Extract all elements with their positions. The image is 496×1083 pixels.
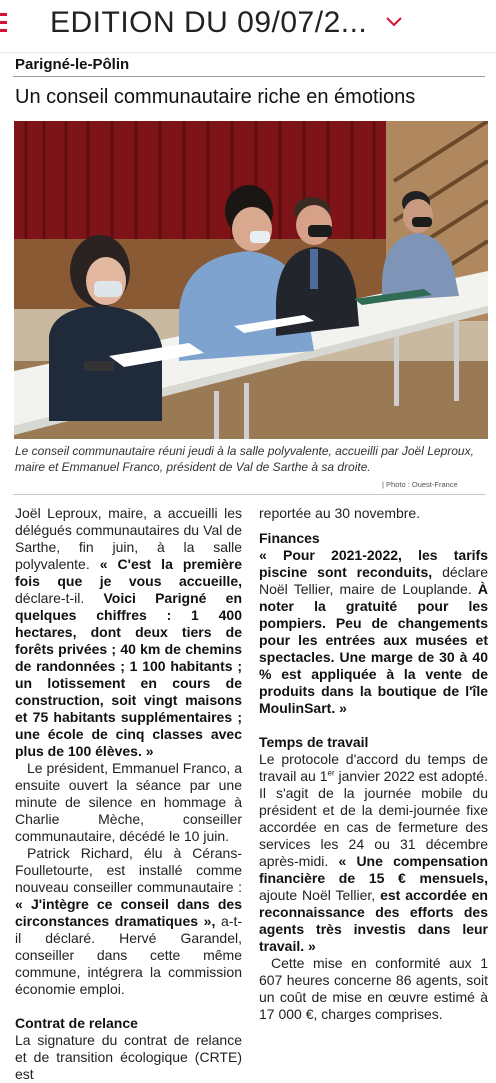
quote-segment: « J'intègre ce conseil dans des circonstances dramatiques », [15,896,242,929]
kicker-divider [13,76,485,77]
text-segment: Le protocole d'accord du temps de travail au 1 [259,751,488,784]
hamburger-icon[interactable] [0,13,8,35]
quote-segment: « C'est la première fois que je vous accueille, [15,556,242,589]
chevron-down-icon[interactable] [386,14,402,30]
article-headline: Un conseil communautaire riche en émotions [15,86,416,108]
photo-caption: Le conseil communautaire réuni jeudi à la salle polyvalente, accueilli par Joël Leproux, maire et Emmanuel Franco, président de Val de Sarthe à sa droite. [15,444,474,474]
quote-segment: « Pour 2021-2022, les tarifs piscine sont reconduits, [259,547,488,580]
text-segment: ajoute Noël Tellier, [259,887,381,903]
subheading-contrat-de-relance: Contrat de relance [15,1015,138,1031]
article-kicker: Parigné-le-Pôlin [15,56,130,73]
quote-segment: À noter la gratuité pour les pompiers. Peu de changements pour les entrées aux musées et spectacles. Une marge de 30 à 40 % est appliquée à la vente de produits dans la boutique de l'île MoulinSart. » [259,581,488,716]
council-meeting-photo [14,121,488,439]
text-segment: a-t-il déclaré. Hervé Garandel, conseiller dans cette même commune, intégrera la commission économie emploi. [15,913,242,997]
superscript: er [327,768,335,778]
article-column-2 [259,505,488,1023]
paragraph-new-councillor [15,845,242,998]
text-segment: déclare-t-il. [15,590,104,606]
text-segment: Patrick Richard, élu à Cérans-Foulletourte, est installé comme nouveau conseiller communautaire : [15,845,242,895]
top-bar [0,0,496,52]
article-photo[interactable] [14,121,488,439]
paragraph-crte-continued: reportée au 30 novembre. [259,505,421,521]
caption-divider [13,494,486,495]
paragraph-conformite: Cette mise en conformité aux 1 607 heures concerne 86 agents, soit un coût de mise en œuvre estimé à 17 000 €, charges comprises. [259,955,488,1022]
paragraph-finances [259,547,488,717]
text-segment: janvier 2022 est adopté. Il s'agit de la journée mobile du président et de la demi-journée fixe accordée en cas de fermeture des services les 24 ou 31 décembre après-midi. [259,768,488,869]
paragraph-crte: La signature du contrat de relance et de transition écologique (CRTE) est [15,1032,242,1082]
paragraph-intro [15,505,242,760]
paragraph-temps-de-travail [259,751,488,955]
quote-segment: Voici Parigné en quelques chiffres : 1 400 hectares, dont deux tiers de forêts privées ; 40 km de chemins de randonnées ; 1 100 habitants ; un lotissement en cours de construction, soit vingt maisons et 75 habitants supplémentaires ; une école de cinq classes avec plus de 100 élèves. » [15,590,242,759]
quote-segment: est accordée en reconnaissance des efforts des agents très investis dans leur travail. » [259,887,488,954]
text-segment: déclare Noël Tellier, maire de Louplande. [259,564,488,597]
photo-credit: | Photo : Ouest-France [382,480,458,489]
subheading-temps-de-travail: Temps de travail [259,734,369,750]
text-segment: Joël Leproux, maire, a accueilli les délégués communautaires du Val de Sarthe, fin juin, à la salle polyvalente. [15,505,242,572]
quote-segment: « Une compensation financière de 15 € mensuels, [259,853,488,886]
subheading-finances: Finances [259,530,320,546]
edition-title[interactable]: EDITION DU 09/07/2... [50,6,368,39]
paragraph-president: Le président, Emmanuel Franco, a ensuite ouvert la séance par une minute de silence en hommage à Charlie Mèche, conseiller communautaire, décédé le 10 juin. [15,760,242,844]
article-column-1 [15,505,242,1083]
